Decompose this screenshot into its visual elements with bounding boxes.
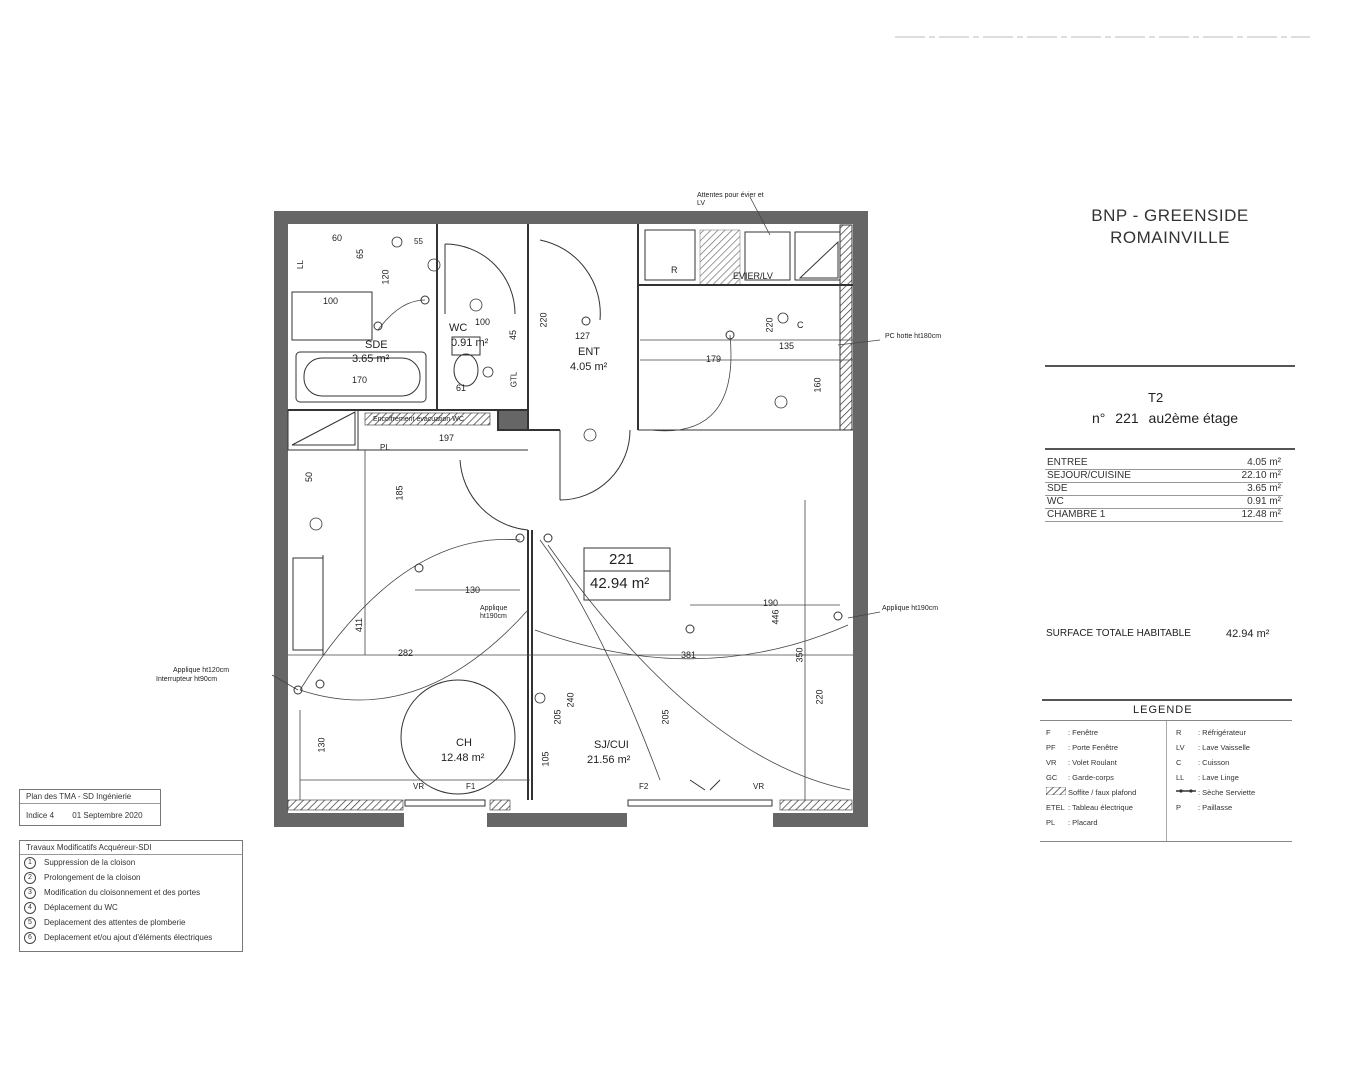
dim-label: 282 xyxy=(398,648,414,658)
legend-item: LL : Lave Linge xyxy=(1176,773,1239,782)
dim-label: 411 xyxy=(354,617,365,633)
dim-label: VR xyxy=(753,782,765,791)
dim-label: 127 xyxy=(575,331,591,341)
surface-table xyxy=(1045,457,1283,522)
legend-item: LV : Lave Vaisselle xyxy=(1176,743,1250,752)
interior-walls xyxy=(288,224,853,800)
travaux-item: 1 Suppression de la cloison xyxy=(20,855,242,870)
unit-line xyxy=(1092,410,1238,426)
annot-pl: PL xyxy=(380,443,390,452)
travaux-item: 3 Modification du cloisonnement et des portes xyxy=(20,885,242,900)
dim-label: 350 xyxy=(794,647,805,663)
travaux-item: 5 Deplacement des attentes de plomberie xyxy=(20,915,242,930)
dim-label: 135 xyxy=(779,341,795,351)
room-ent-name: ENT xyxy=(578,346,600,358)
dim-label: 60 xyxy=(332,233,343,243)
dim-label: 205 xyxy=(660,709,671,725)
dim-label: 45 xyxy=(508,329,519,341)
annot-applique-left: Applique ht120cm xyxy=(173,667,230,674)
dim-label: 185 xyxy=(394,485,405,501)
dim-label: R xyxy=(671,265,678,275)
room-ch-name: CH xyxy=(456,737,472,749)
dim-label: 55 xyxy=(414,237,423,246)
dim-label: 170 xyxy=(352,375,368,385)
legend-item: ETEL : Tableau électrique xyxy=(1046,803,1133,812)
plan-info-indice: Indice 4 01 Septembre 2020 xyxy=(26,811,143,820)
dim-label: 65 xyxy=(355,248,366,260)
plan-info-box xyxy=(19,789,161,826)
legend-item: P : Paillasse xyxy=(1176,803,1233,812)
outer-walls xyxy=(274,211,868,827)
dim-label: 100 xyxy=(323,296,339,306)
dim-label: 160 xyxy=(812,377,823,393)
room-wc-area: 0.91 m² xyxy=(451,337,489,349)
dim-label: C xyxy=(797,320,804,330)
project-title: BNP - GREENSIDE xyxy=(1091,206,1249,225)
annot-gtl: GTL xyxy=(509,371,519,388)
room-ent-area: 4.05 m² xyxy=(570,361,608,373)
annot-pc-hotte: PC hotte ht180cm xyxy=(885,333,942,340)
dim-label: F1 xyxy=(466,782,476,791)
travaux-item: 2 Prolongement de la cloison xyxy=(20,870,242,885)
divider xyxy=(1042,699,1292,701)
dim-label: 220 xyxy=(538,312,549,328)
center-unit-area: 42.94 m² xyxy=(590,575,650,592)
legend-item: VR : Volet Roulant xyxy=(1046,758,1117,767)
room-sde-area: 3.65 m² xyxy=(352,353,390,365)
dim-label: 381 xyxy=(681,650,697,660)
legend-item: GC : Garde-corps xyxy=(1046,773,1114,782)
dim-label: F2 xyxy=(639,782,649,791)
legend-title: LEGENDE xyxy=(1133,704,1193,716)
legend-item: R : Réfrigérateur xyxy=(1176,728,1246,737)
room-sjcui-area: 21.56 m² xyxy=(587,754,631,766)
dim-label: 190 xyxy=(763,598,779,608)
dim-label: 220 xyxy=(814,689,825,705)
travaux-item: 4 Déplacement du WC xyxy=(20,900,242,915)
surface-row: WC 0.91 m² xyxy=(1047,496,1281,507)
dim-label: 100 xyxy=(475,317,491,327)
dim-label: 105 xyxy=(540,751,551,767)
room-sjcui-name: SJ/CUI xyxy=(594,739,629,751)
dim-label: 61 xyxy=(456,383,467,393)
annot-applique-center: Applique ht190cm xyxy=(480,605,508,620)
legend-item: PF : Porte Fenêtre xyxy=(1046,743,1119,752)
legend xyxy=(1040,720,1292,842)
project-city: ROMAINVILLE xyxy=(1110,228,1230,247)
room-ch-area: 12.48 m² xyxy=(441,752,485,764)
legend-item: Soffite / faux plafond xyxy=(1046,785,1136,800)
dim-label: 205 xyxy=(552,709,563,725)
legend-item: F : Fenêtre xyxy=(1046,728,1099,737)
dim-label: 120 xyxy=(380,269,391,285)
annot-interrupteur: Interrupteur ht90cm xyxy=(156,676,218,683)
room-sde-name: SDE xyxy=(365,339,388,351)
plan-info-line: Plan des TMA - SD Ingénierie xyxy=(20,790,160,804)
hatch-icon xyxy=(1046,787,1066,795)
surface-row: CHAMBRE 1 12.48 m² xyxy=(1047,509,1281,520)
total-surface-value: 42.94 m² xyxy=(1226,628,1270,640)
annot-attentes: Attentes pour évier et LV xyxy=(697,192,764,207)
legend-item: : Sèche Serviette xyxy=(1176,785,1255,800)
towel-dryer-icon xyxy=(1176,787,1196,795)
dim-label: 220 xyxy=(764,317,775,333)
travaux-box xyxy=(19,840,243,952)
legend-item: PL : Placard xyxy=(1046,818,1098,827)
unit-type: T2 xyxy=(1148,390,1164,405)
surface-row: SDE 3.65 m² xyxy=(1047,483,1281,494)
dim-label: 130 xyxy=(316,737,327,753)
center-unit-number: 221 xyxy=(609,551,635,568)
dim-label: VR xyxy=(413,782,425,791)
surface-row: ENTREE 4.05 m² xyxy=(1047,457,1281,468)
dim-label: LL xyxy=(295,260,305,269)
divider xyxy=(1045,365,1295,367)
unit-floor: au2ème étage xyxy=(1148,410,1239,426)
dim-label: 240 xyxy=(565,692,576,708)
room-wc-name: WC xyxy=(449,322,468,334)
divider xyxy=(1045,448,1295,450)
dim-label: 130 xyxy=(465,585,481,595)
dim-label: 179 xyxy=(706,354,722,364)
dim-label: 50 xyxy=(304,471,315,483)
unit-number: 221 xyxy=(1115,410,1139,426)
annot-encoffrement: Encoffrement évacuation WC xyxy=(373,416,464,423)
total-surface-label: SURFACE TOTALE HABITABLE xyxy=(1046,628,1191,639)
dim-label: 446 xyxy=(770,609,781,625)
unit-prefix: n° xyxy=(1092,410,1106,426)
annot-evier-lv: EVIER/LV xyxy=(733,271,773,281)
travaux-title: Travaux Modificatifs Acquéreur-SDI xyxy=(20,841,242,855)
dim-label: 197 xyxy=(439,433,455,443)
annot-applique-right: Applique ht190cm xyxy=(882,605,939,612)
surface-row: SEJOUR/CUISINE 22.10 m² xyxy=(1047,470,1281,481)
legend-item: C : Cuisson xyxy=(1176,758,1230,767)
travaux-item: 6 Deplacement et/ou ajout d'éléments électriques xyxy=(20,930,242,945)
